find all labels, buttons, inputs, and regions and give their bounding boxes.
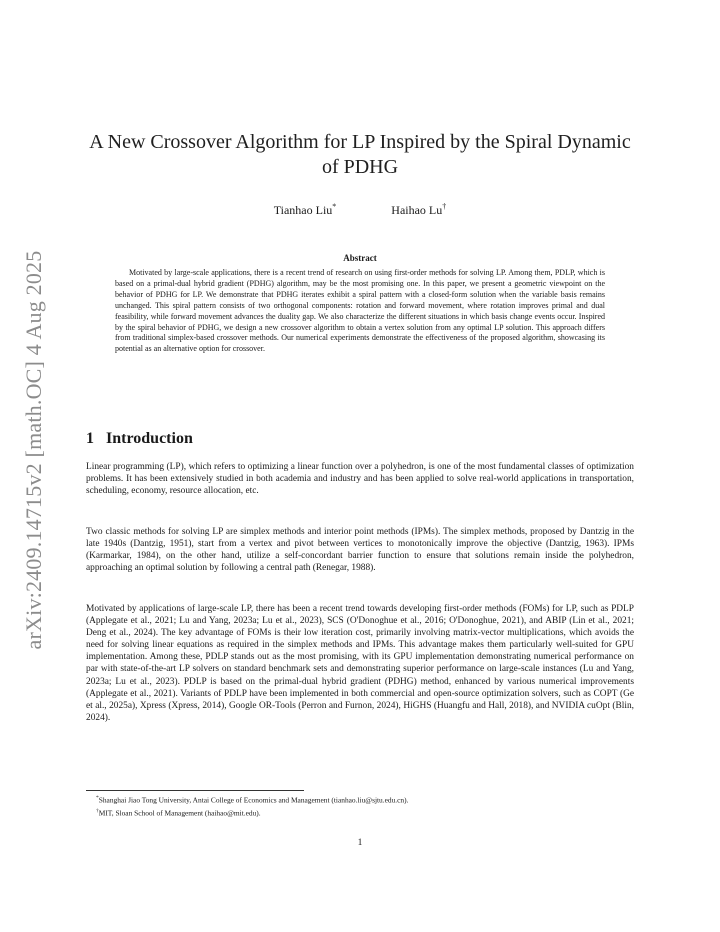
paper-title: A New Crossover Algorithm for LP Inspired by the Spiral Dynamic of PDHG (89, 131, 631, 178)
footnote-text: Shanghai Jiao Tong University, Antai College of Economics and Management (tianhao.liu@sjtu.edu.cn). (98, 795, 409, 805)
footnote (86, 806, 634, 819)
page-number: 1 (357, 838, 363, 848)
author (391, 202, 446, 218)
author-name: Haihao Lu (391, 203, 443, 217)
arxiv-identifier: arXiv:2409.14715v2 [math.OC] 4 Aug 2025 (21, 250, 46, 650)
author-footnote-mark: † (442, 202, 447, 211)
section-number: 1 (86, 430, 94, 447)
arxiv-side-stamp (14, 250, 54, 650)
section-heading (86, 430, 193, 448)
author-name: Tianhao Liu (273, 203, 333, 217)
section-title: Introduction (106, 430, 193, 447)
footnote-text: MIT, Sloan School of Management (haihao@mit.edu). (98, 808, 261, 818)
footnotes (86, 793, 634, 819)
footnote-mark: † (96, 807, 99, 814)
footnote (86, 793, 634, 806)
author-list (180, 202, 540, 218)
body-paragraph: Motivated by applications of large-scale LP, there has been a recent trend towards developing first-order methods (FOMs) for LP, such as PDLP (Applegate et al., 2021; Lu and Yang, 2023a; Lu et al., 2023), SCS (O'Donoghue et al., 2016; O'Donoghue, 2021), and ABIP (Lin et al., 2021; Deng et al., 2024). The key advantage of FOMs is their low iteration cost, primarily involving matrix-vector multiplications, which avoids the need for solving linear equations as required in the simplex methods and IPMs. This advantage makes them particularly well-suited for GPU implementation. Among these, PDLP stands out as the most promising, with its GPU implementation demonstrating numerical performance on par with state-of-the-art LP solvers on standard benchmark sets and demonstrating superior performance on large-scale instances (Lu and Yang, 2023a; Lu et al., 2023). PDLP is based on the primal-dual hybrid gradient (PDHG) method, enhanced by various numerical improvements (Applegate et al., 2021). Variants of PDLP have been implemented in both commercial and open-source optimization solvers, such as COPT (Ge et al., 2025a), Xpress (Xpress, 2014), Google OR-Tools (Perron and Furnon, 2024), HiGHS (Huangfu and Hall, 2018), and NVIDIA cuOpt (Blin, 2024). (86, 604, 634, 723)
footnote-mark: * (96, 795, 99, 801)
abstract-text: Motivated by large-scale applications, there is a recent trend of research on using first-order methods for solving LP. Among them, PDLP, which is based on a primal-dual hybrid gradient (PDHG) algorithm, may be the most promising one. In this paper, we present a geometric viewpoint on the behavior of PDHG for LP. We demonstrate that PDHG iterates exhibit a spiral pattern with a closed-form solution when the variable basis remains unchanged. This spiral pattern consists of two orthogonal components: rotation and forward movement, where rotation improves primal and dual feasibility, while forward movement advances the duality gap. We also characterize the different situations in which basis change events occur. Inspired by the spiral behavior of PDHG, we design a new crossover algorithm to obtain a vertex solution from any optimal LP solution. This approach differs from traditional simplex-based crossover methods. Our numerical experiments demonstrate the effectiveness of the proposed algorithm, showcasing its potential as an alternative option for crossover. (115, 268, 605, 354)
author (274, 202, 337, 218)
abstract-heading: Abstract (343, 253, 377, 263)
author-footnote-mark: * (332, 202, 337, 211)
body-paragraph: Linear programming (LP), which refers to optimizing a linear function over a polyhedron, is one of the most fundamental classes of optimization problems. It has been extensively studied in both academia and industry and has been applied to solve real-world applications in transportation, scheduling, economy, resource allocation, etc. (86, 462, 634, 497)
footnote-divider (86, 790, 304, 791)
body-paragraph: Two classic methods for solving LP are simplex methods and interior point methods (IPMs). The simplex methods, proposed by Dantzig in the late 1940s (Dantzig, 1951), start from a vertex and pivot between vertices to monotonically improve the objective (Dantzig, 1963). IPMs (Karmarkar, 1984), on the other hand, utilize a self-concordant barrier function to ensure that solutions remain inside the polyhedron, approaching an optimal solution by following a central path (Renegar, 1988). (86, 527, 634, 574)
